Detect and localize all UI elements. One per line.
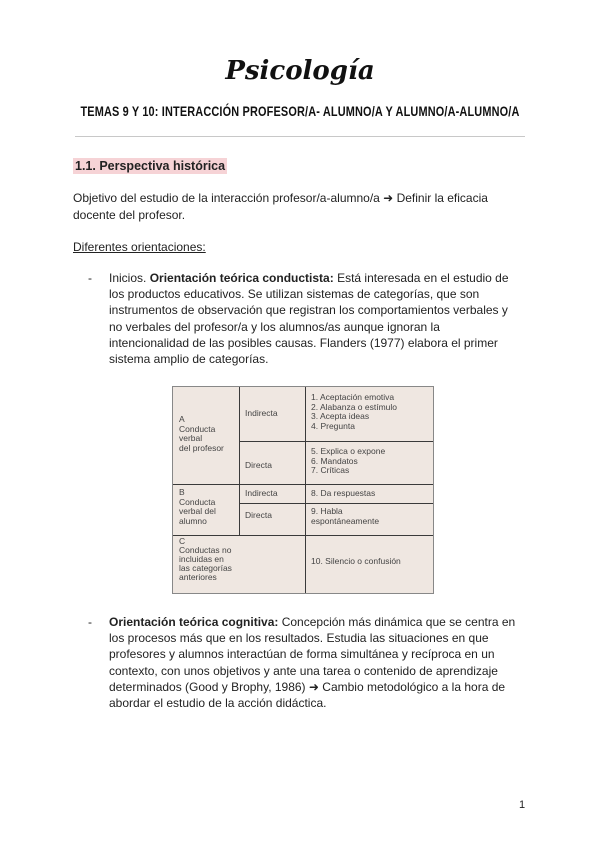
page-number: 1	[519, 799, 526, 811]
category-8: 8. Da respuestas	[311, 488, 376, 498]
flanders-category-table	[172, 386, 434, 594]
group-b-label: B Conducta verbal del alumno	[179, 487, 216, 526]
item-text: Concepción más dinámica que se centra en los procesos más que en los resultados. Estudia las situaciones en que profesores y alumnos interactúan de forma simultánea y recíproca en un contexto, con unos objetivos y ante una tarea o contenido de aprendizaje determinados (Good y Brophy, 1986) ➜ Cambio metodológico a la hora de abordar el estudio de la acción didáctica.	[109, 615, 516, 711]
divider	[75, 136, 525, 137]
section-heading: 1.1. Perspectiva histórica	[75, 159, 226, 173]
categories-1-4: 1. Aceptación emotiva 2. Alabanza o estímulo 3. Acepta ideas 4. Pregunta	[311, 392, 398, 431]
b-directa-label: Directa	[245, 510, 272, 520]
directa-label: Directa	[245, 460, 272, 470]
item-text: Está interesada en el estudio de los productos educativos. Se utilizan sistemas de categorías, que son instrumentos de observación que registran los comportamientos verbales y no verbales del profesor/a y los alumnos/as aunque ignoran la intencionalidad de las posibles causas. Flanders (1977) elabora el primer sistema amplio de categorías.	[109, 271, 509, 367]
document-title: Psicología	[225, 56, 375, 86]
group-c-label: C Conductas no incluidas en las categorías anteriores	[179, 536, 232, 582]
item-bold-heading: Orientación teórica conductista:	[149, 271, 334, 285]
categories-5-7: 5. Explica o expone 6. Mandatos 7. Críticas	[311, 446, 386, 475]
b-indirecta-label: Indirecta	[245, 488, 278, 498]
item-prefix: Inicios.	[109, 271, 150, 285]
category-10: 10. Silencio o confusión	[311, 556, 401, 566]
list-bullet: -	[88, 271, 92, 285]
list-item	[109, 270, 523, 367]
item-bold-heading: Orientación teórica cognitiva:	[109, 615, 279, 629]
indirecta-label: Indirecta	[245, 408, 278, 418]
group-a-label: A Conducta verbal del profesor	[179, 414, 224, 453]
objective-paragraph: Objetivo del estudio de la interacción profesor/a-alumno/a ➜ Definir la eficacia docente del profesor.	[73, 191, 488, 222]
list-item	[109, 614, 523, 711]
document-subtitle: TEMAS 9 Y 10: INTERACCIÓN PROFESOR/A- ALUMNO/A Y ALUMNO/A-ALUMNO/A	[80, 103, 520, 119]
category-9: 9. Habla espontáneamente	[311, 506, 380, 526]
list-bullet: -	[88, 615, 92, 629]
orientations-label: Diferentes orientaciones:	[73, 240, 206, 254]
